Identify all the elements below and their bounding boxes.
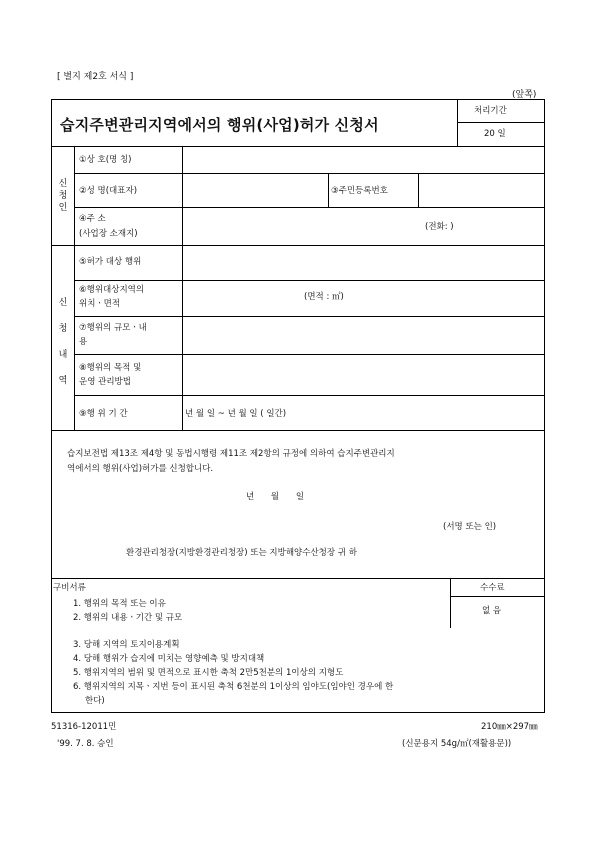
addressee: 환경관리청장(지방환경관리청장) 또는 지방해양수산청장 귀 하 — [126, 548, 357, 558]
purpose-management-field[interactable] — [183, 355, 544, 395]
documents-label: 구비서류 — [53, 583, 86, 593]
address-label: ④주 소 — [79, 214, 106, 224]
paper-spec: (신문용지 54g/㎡(재활용문)) — [402, 739, 512, 749]
location-area-field[interactable] — [183, 281, 544, 316]
document-item: 3. 당해 지역의 토지이용계획 — [73, 640, 180, 650]
form-title: 습지주변관리지역에서의 행위(사업)허가 신청서 — [60, 116, 379, 134]
business-name-label: ①상 호(명 칭) — [79, 155, 132, 165]
permit-activity-label: ⑤허가 대상 행위 — [79, 257, 142, 267]
form-code: 51316-12011민 — [51, 722, 117, 732]
purpose-management-label: ⑧행위의 목적 및 — [79, 363, 142, 373]
business-name-field[interactable] — [183, 147, 544, 173]
declaration-line-1: 습지보전법 제13조 제4항 및 동법시행령 제11조 제2항의 규정에 의하여 습지주변관리지 — [67, 449, 395, 459]
address-sublabel: (사업장 소재지) — [79, 229, 138, 239]
declaration-line-2: 역에서의 행위(사업)허가를 신청합니다. — [67, 464, 214, 474]
document-item: 2. 행위의 내용ㆍ기간 및 규모 — [73, 613, 183, 623]
address-field[interactable] — [183, 208, 544, 245]
phone-field: (전화: ) — [425, 222, 454, 232]
form-reference: [ 별지 제2호 서식 ] — [57, 72, 134, 82]
application-date[interactable]: 년 월 일 — [246, 492, 305, 502]
area-field: (면적 : ㎡) — [304, 292, 344, 302]
resident-number-label: ③주민등록번호 — [331, 186, 388, 196]
activity-period-label: ⑨행 위 기 간 — [79, 409, 128, 419]
document-item: 한다) — [85, 696, 105, 706]
application-group-label: 신 청 내 역 — [58, 298, 68, 386]
resident-number-field[interactable] — [419, 174, 544, 207]
location-area-sublabel: 위치ㆍ면적 — [79, 299, 121, 309]
scale-content-label: ⑦행위의 규모ㆍ내 — [79, 323, 147, 333]
applicant-name-label: ②성 명(대표자) — [79, 186, 138, 196]
approval-date: '99. 7. 8. 승인 — [57, 739, 114, 749]
applicant-name-field[interactable] — [183, 174, 328, 207]
document-item: 1. 행위의 목적 또는 이유 — [73, 599, 166, 609]
scale-content-sublabel: 용 — [79, 337, 88, 347]
purpose-management-sublabel: 운영 관리방법 — [79, 377, 131, 387]
scale-content-field[interactable] — [183, 317, 544, 354]
activity-period-field[interactable]: 년 월 일 ~ 년 월 일 ( 일간) — [185, 409, 287, 419]
paper-size: 210㎜×297㎜ — [481, 722, 538, 732]
applicant-group-label: 신 청 인 — [58, 179, 68, 213]
signature-field[interactable]: (서명 또는 인) — [443, 522, 497, 532]
fee-label: 수수료 — [480, 583, 505, 593]
front-side-note: (앞쪽) — [512, 90, 537, 100]
fee-value: 없 음 — [482, 606, 502, 616]
processing-period-value: 20 일 — [484, 129, 506, 139]
document-item: 5. 행위지역의 범위 및 면적으로 표시한 축척 2만5천분의 1이상의 지형도 — [73, 668, 344, 678]
document-item: 6. 행위지역의 지목ㆍ지번 등이 표시된 축척 6천분의 1이상의 임야도(임야인 경우에 한 — [73, 682, 394, 692]
location-area-label: ⑥행위대상지역의 — [79, 285, 145, 295]
processing-period-label: 처리기간 — [474, 106, 507, 116]
document-item: 4. 당해 행위가 습지에 미치는 영향예측 및 방지대책 — [73, 654, 265, 664]
permit-activity-field[interactable] — [183, 246, 544, 280]
